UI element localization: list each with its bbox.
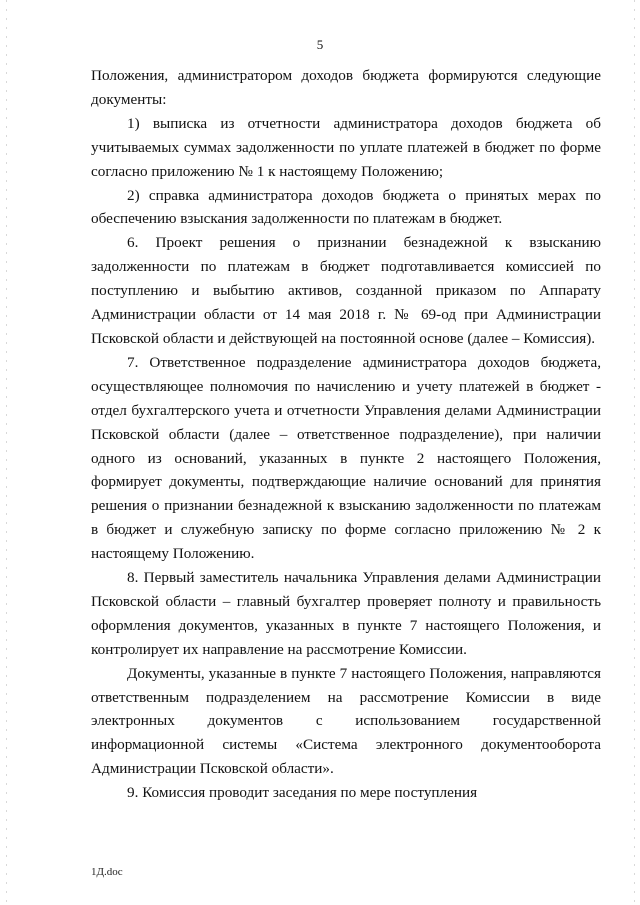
paragraph-documents-routing: Документы, указанные в пункте 7 настоящего Положения, направляются ответственным подразделением на рассмотрение Комиссии в виде электронных документов с использованием государственной информационной системы «Система электронного документооборота Администрации Псковской области». [91,664,601,778]
page-number: 5 [316,37,324,52]
footer-filename: 1Д.doc [91,866,123,878]
paragraph-continuation: Положения, администратором доходов бюджета формируются следующие документы: [91,67,601,108]
scan-edge-right [634,0,635,905]
paragraph-clause-7: 7. Ответственное подразделение администратора доходов бюджета, осуществляющее полномочия по начислению и учету платежей в бюджет - отдел бухгалтерского учета и отчетности Управления делами Администрации Псковской области (далее – ответственное подразделение), при наличии одного из оснований, указанных в пункте 2 настоящего Положения, формирует документы, подтверждающие наличие оснований для принятия решения о признании безнадежной к взысканию задолженности по платежам в бюджет и служебную записку по форме согласно приложению № 2 к настоящему Положению. [91,353,601,563]
paragraph-list-item-2: 2) справка администратора доходов бюджета о принятых мерах по обеспечению взыскания задолженности по платежам в бюджет. [91,186,601,228]
paragraph-list-item-1: 1) выписка из отчетности администратора доходов бюджета об учитываемых суммах задолженности по уплате платежей в бюджет по форме согласно приложению № 1 к настоящему Положению; [91,114,601,180]
paragraph-clause-9: 9. Комиссия проводит заседания по мере поступления [127,784,478,802]
document-body [91,64,601,805]
paragraph-clause-8: 8. Первый заместитель начальника Управления делами Администрации Псковской области – главный бухгалтер проверяет полноту и правильность оформления документов, указанных в пункте 7 настоящего Положения, и контролирует их направление на рассмотрение Комиссии. [91,569,601,658]
paragraph-clause-6: 6. Проект решения о признании безнадежной к взысканию задолженности по платежам в бюджет подготавливается комиссией по поступлению и выбытию активов, созданной приказом по Аппарату Администрации области от 14 мая 2018 г. № 69-од при Администрации Псковской области и действующей на постоянной основе (далее – Комиссия). [91,234,601,347]
scan-edge-left [6,0,7,905]
